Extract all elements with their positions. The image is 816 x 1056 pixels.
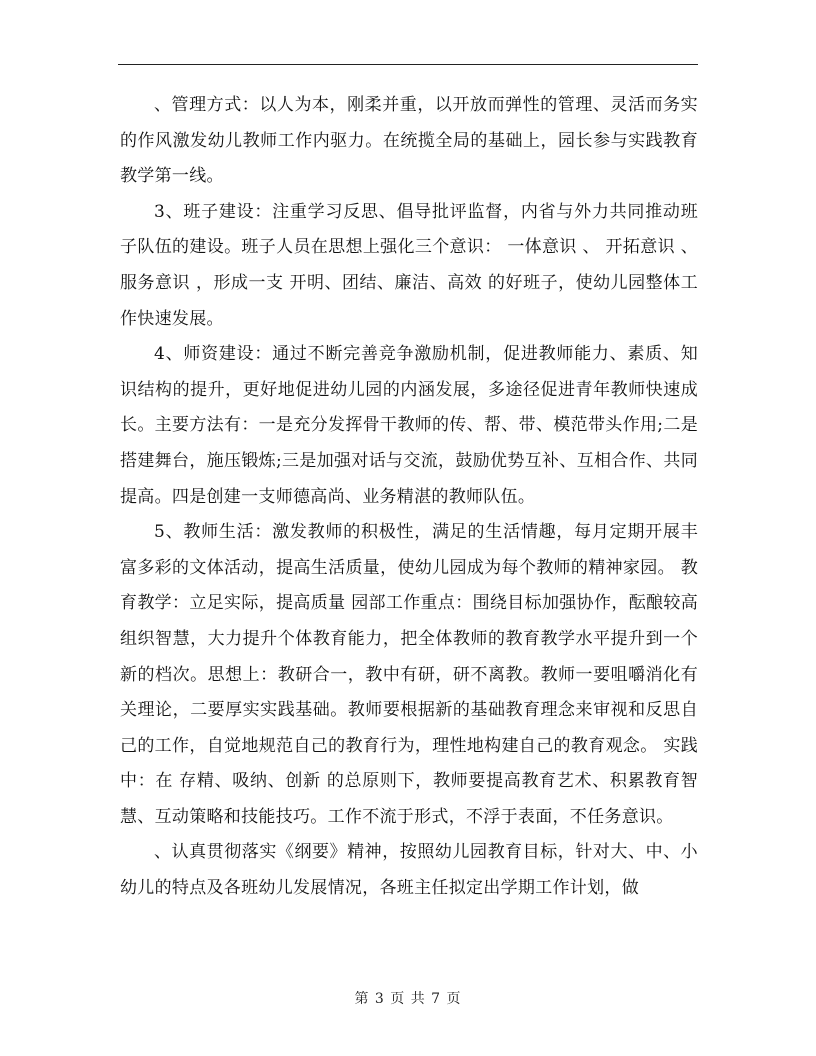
page-number-footer: 第 3 页 共 7 页 — [354, 991, 462, 1007]
document-body — [120, 88, 698, 907]
paragraph-teacher-development: 4、师资建设：通过不断完善竞争激励机制，促进教师能力、素质、知识结构的提升，更好地促进幼儿园的内涵发展，多途径促进青年教师快速成长。主要方法有：一是充分发挥骨干教师的传、帮、带、模范带头作用;二是搭建舞台，施压锻炼;三是加强对话与交流，鼓励优势互补、互相合作、共同提高。四是创建一支师德高尚、业务精湛的教师队伍。 — [120, 344, 698, 507]
paragraph-leadership-team: 3、班子建设：注重学习反思、倡导批评监督，内省与外力共同推动班子队伍的建设。班子人员在思想上强化三个意识： 一体意识 、 开拓意识 、 服务意识 ，形成一支 开明、团结、廉洁、高效 的好班子，使幼儿园整体工作快速发展。 — [120, 201, 698, 329]
paragraph-curriculum-guidelines: 、认真贯彻落实《纲要》精神，按照幼儿园教育目标，针对大、中、小幼儿的特点及各班幼儿发展情况，各班主任拟定出学期工作计划，做 — [120, 842, 698, 899]
paragraph-management-style: 、管理方式：以人为本，刚柔并重，以开放而弹性的管理、灵活而务实的作风激发幼儿教师工作内驱力。在统揽全局的基础上，园长参与实践教育教学第一线。 — [120, 95, 698, 187]
header-rule — [118, 64, 698, 65]
paragraph-teacher-life: 5、教师生活：激发教师的积极性，满足的生活情趣，每月定期开展丰富多彩的文体活动，提高生活质量，使幼儿园成为每个教师的精神家园。 教育教学：立足实际，提高质量 园部工作重点：围绕目标加强协作，酝酿较高组织智慧，大力提升个体教育能力，把全体教师的教育教学水平提升到一个新的档次。思想上：教研合一，教中有研，研不离教。教师一要咀嚼消化有关理论，二要厚实实践基础。教师要根据新的基础教育理念来审视和反思自己的工作，自觉地规范自己的教育行为，理性地构建自己的教育观念。 实践中：在 存精、吸纳、创新 的总原则下，教师要提高教育艺术、积累教育智慧、互动策略和技能技巧。工作不流于形式，不浮于表面，不任务意识。 — [120, 522, 698, 827]
